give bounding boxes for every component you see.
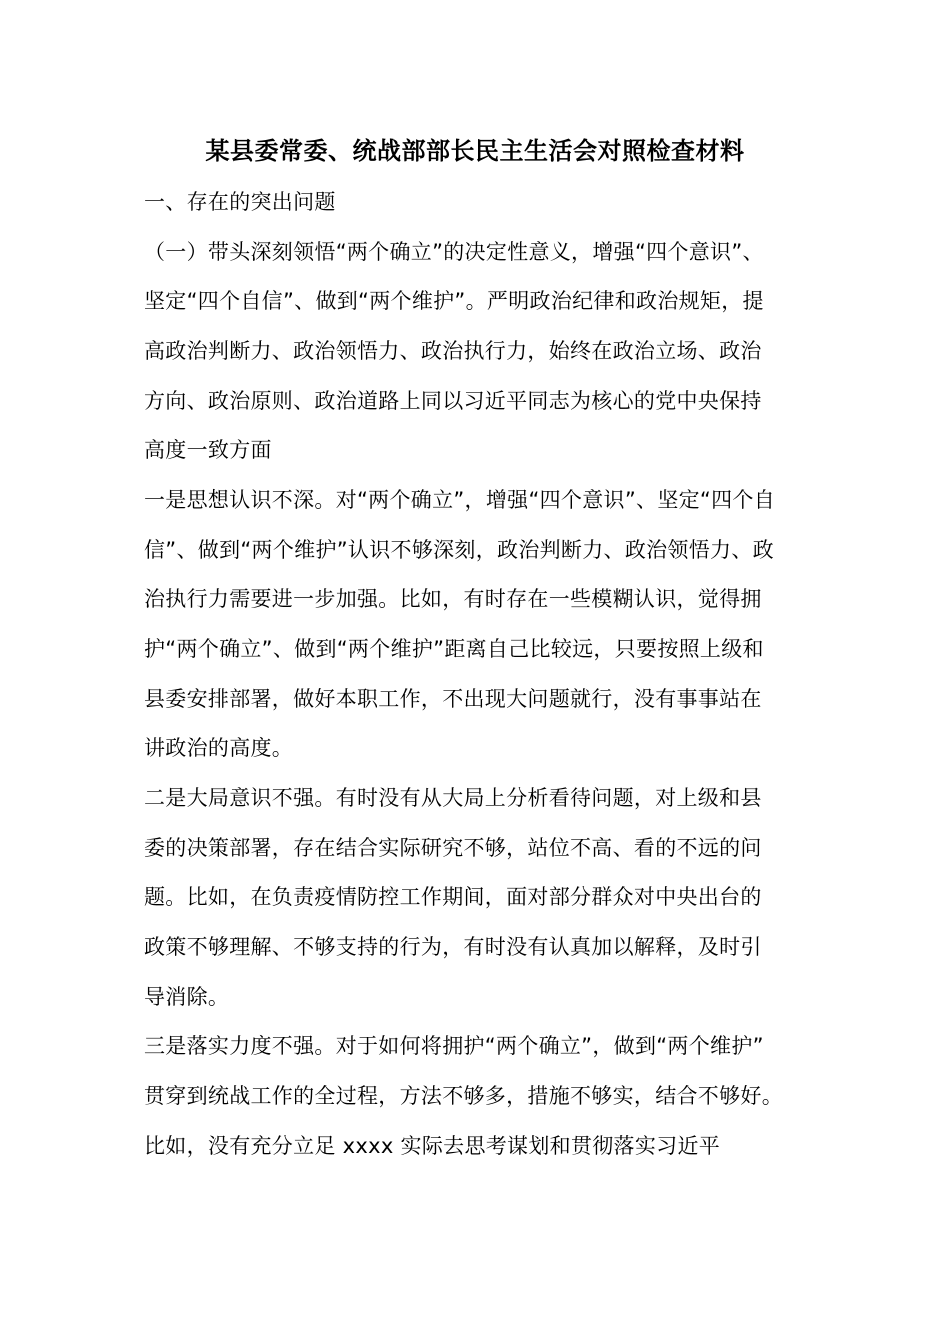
paragraph-line: （一）带头深刻领悟“两个确立”的决定性意义，增强“四个意识”、 — [144, 240, 764, 264]
paragraph-line: 讲政治的高度。 — [144, 736, 294, 760]
paragraph-line: 题。比如，在负责疫情防控工作期间，面对部分群众对中央出台的 — [144, 885, 762, 909]
paragraph-line: 高度一致方面 — [144, 438, 272, 462]
paragraph-line: 政策不够理解、不够支持的行为，有时没有认真加以解释，及时引 — [144, 935, 762, 959]
section-heading: 一、存在的突出问题 — [144, 190, 336, 214]
paragraph-line: 二是大局意识不强。有时没有从大局上分析看待问题，对上级和县 — [144, 786, 762, 810]
paragraph-line: 治执行力需要进一步加强。比如，有时存在一些模糊认识，觉得拥 — [144, 587, 762, 611]
paragraph-line: 信”、做到“两个维护”认识不够深刻，政治判断力、政治领悟力、政 — [144, 538, 774, 562]
document-title: 某县委常委、统战部部长民主生活会对照检查材料 — [205, 137, 745, 165]
paragraph-line: 委的决策部署，存在结合实际研究不够，站位不高、看的不远的问 — [144, 836, 762, 860]
paragraph-line: 坚定“四个自信”、做到“两个维护”。严明政治纪律和政治规矩，提 — [144, 289, 764, 313]
paragraph-line: 一是思想认识不深。对“两个确立”，增强“四个意识”、坚定“四个自 — [144, 488, 775, 512]
paragraph-line: 护“两个确立”、做到“两个维护”距离自己比较远，只要按照上级和 — [144, 637, 764, 661]
paragraph-line: 县委安排部署，做好本职工作，不出现大问题就行，没有事事站在 — [144, 687, 762, 711]
paragraph-line: 方向、政治原则、政治道路上同以习近平同志为核心的党中央保持 — [144, 389, 762, 413]
paragraph-line: 导消除。 — [144, 985, 230, 1009]
paragraph-line: 比如，没有充分立足 xxxx 实际去思考谋划和贯彻落实习近平 — [144, 1134, 721, 1158]
paragraph-line: 贯穿到统战工作的全过程，方法不够多，措施不够实，结合不够好。 — [144, 1084, 783, 1108]
paragraph-line: 三是落实力度不强。对于如何将拥护“两个确立”，做到“两个维护” — [144, 1034, 764, 1058]
paragraph-line: 高政治判断力、政治领悟力、政治执行力，始终在政治立场、政治 — [144, 339, 762, 363]
